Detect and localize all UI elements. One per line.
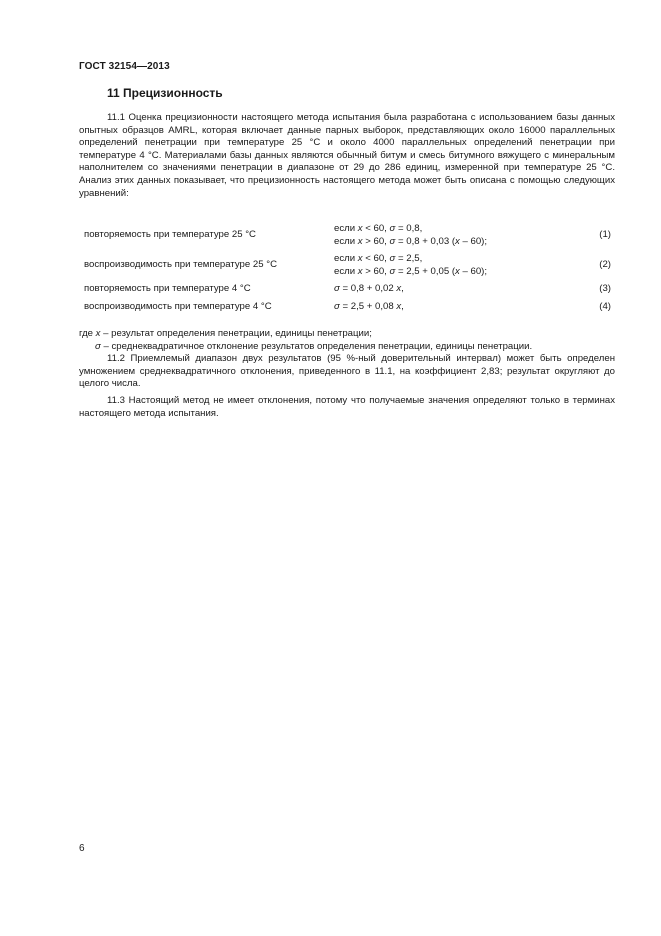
equation-formula — [334, 301, 581, 314]
equation-number: (3) — [599, 283, 611, 295]
page-number: 6 — [79, 843, 85, 854]
formula-line: если x > 60, σ = 2,5 + 0,05 (x – 60); — [334, 265, 488, 277]
formula-line: если x < 60, σ = 2,5, — [334, 253, 423, 265]
equation-label: воспроизводимость при температуре 25 °C — [84, 259, 277, 271]
formula-line: σ = 2,5 + 0,08 x, — [334, 300, 404, 312]
where-x-definition: где x – результат определения пенетрации, единицы пенетрации; — [79, 328, 372, 339]
page-header: ГОСТ 32154—2013 — [79, 61, 170, 72]
equations-table — [79, 223, 615, 319]
section-title: 11 Прецизионность — [107, 86, 223, 100]
equation-row-3 — [79, 283, 615, 296]
paragraph-11-3: 11.3 Настоящий метод не имеет отклонения, потому что получаемые значения определяют только в терминах настоящего метода испытания. — [79, 395, 615, 419]
equation-label: повторяемость при температуре 25 °C — [84, 229, 256, 241]
equation-formula — [334, 283, 581, 296]
equation-number: (2) — [599, 259, 611, 271]
equation-label: повторяемость при температуре 4 °C — [84, 283, 251, 295]
paragraph-11-1: 11.1 Оценка прецизионности настоящего метода испытания была разработана с использованием базы данных опытных образцов AMRL, которая включает данные парных выборок, представляющих около 16000 параллельных определений пенетрации при температуре 25 °C и около 4000 параллельных определений пенетрации при температуре 4 °C. Материалами базы данных являются обычный битум и смесь битумного вяжущего с минеральным наполнителем со значениями пенетрации в диапазоне от 29 до 286 единиц, измеренной при температуре 25 °C. Анализ этих данных показывает, что прецизионность настоящего метода может быть описана с помощью следующих уравнений: — [79, 112, 615, 199]
equation-label: воспроизводимость при температуре 4 °C — [84, 300, 272, 312]
equation-formula — [334, 223, 581, 248]
where-block — [79, 328, 615, 353]
paragraph-11-2: 11.2 Приемлемый диапазон двух результатов (95 %-ный доверительный интервал) может быть определен умножением среднеквадратичного отклонения, приведенного в 11.1, на коэффициент 2,83; результат округляют до целого числа. — [79, 353, 615, 390]
formula-line: если x < 60, σ = 0,8, — [334, 223, 423, 234]
equation-row-4 — [79, 301, 615, 314]
formula-line: σ = 0,8 + 0,02 x, — [334, 283, 404, 295]
equation-formula — [334, 253, 581, 278]
equation-row-1 — [79, 223, 615, 248]
equation-number: (1) — [599, 229, 611, 241]
equation-number: (4) — [599, 300, 611, 312]
formula-line: если x > 60, σ = 0,8 + 0,03 (x – 60); — [334, 235, 488, 247]
equation-row-2 — [79, 253, 615, 278]
where-sigma-definition: σ – среднеквадратичное отклонение результатов определения пенетрации, единицы пенетрации. — [95, 340, 533, 352]
